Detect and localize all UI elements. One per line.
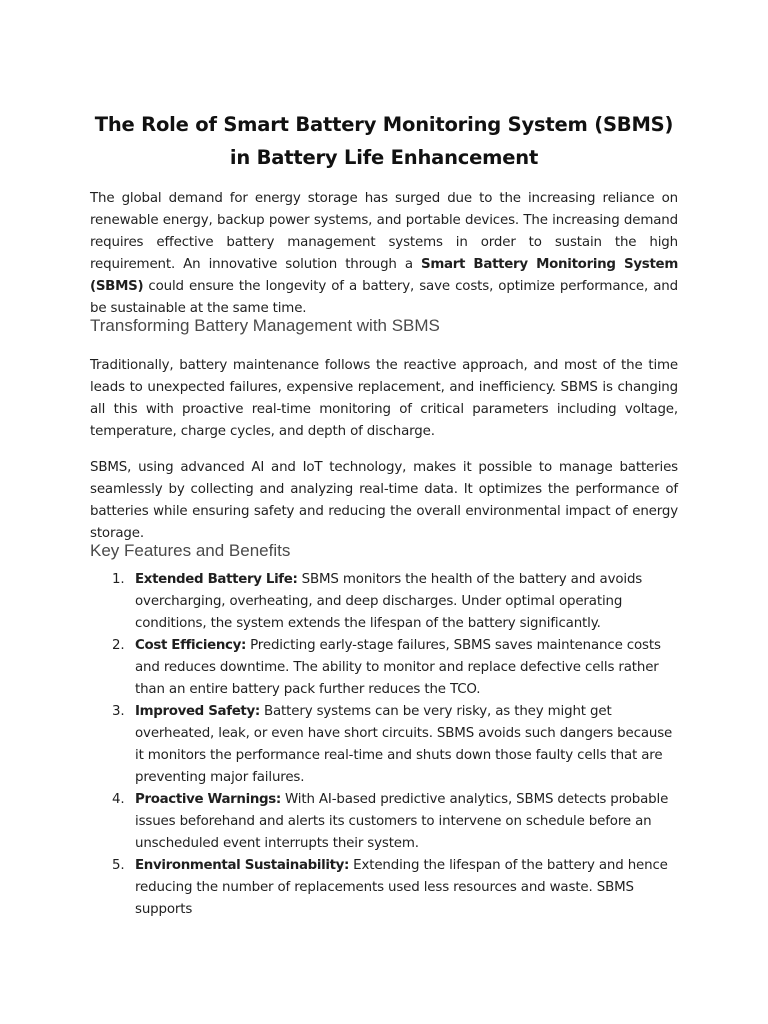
feature-label: Extended Battery Life: (135, 572, 298, 587)
section-heading-key-features: Key Features and Benefits (90, 541, 291, 560)
feature-label: Cost Efficiency: (135, 638, 247, 653)
feature-number: 2. (112, 638, 125, 653)
intro-text-after: could ensure the longevity of a battery, save costs, optimize performance, and be sustainable at the same time. (90, 279, 678, 316)
feature-text: With AI-based predictive analytics, SBMS detects probable issues beforehand and alerts its customers to intervene on schedule before an unscheduled event interrupts their system. (135, 792, 669, 851)
section1-paragraph-1: Traditionally, battery maintenance follows the reactive approach, and most of the time leads to unexpected failures, expensive replacement, and inefficiency. SBMS is changing all this with proactive real-time monitoring of critical parameters including voltage, temperature, charge cycles, and depth of discharge. (90, 358, 678, 439)
feature-text: Predicting early-stage failures, SBMS saves maintenance costs and reduces downtime. The ability to monitor and replace defective cells rather than an entire battery pack further reduces the TCO. (135, 638, 661, 697)
feature-text: SBMS monitors the health of the battery and avoids overcharging, overheating, and deep discharges. Under optimal operating conditions, the system extends the lifespan of the battery significantly. (135, 572, 643, 631)
feature-number: 4. (112, 792, 125, 807)
document-title: The Role of Smart Battery Monitoring System (SBMS) in Battery Life Enhancement (94, 113, 674, 169)
features-list (90, 569, 678, 921)
section-heading-transforming: Transforming Battery Management with SBMS (90, 316, 440, 335)
intro-text-before: The global demand for energy storage has surged due to the increasing reliance on renewable energy, backup power systems, and portable devices. The increasing demand requires effective battery management systems in order to sustain the high requirement. An innovative solution through a (90, 191, 678, 272)
feature-item (90, 635, 678, 701)
feature-label: Improved Safety: (135, 704, 260, 719)
feature-label: Proactive Warnings: (135, 792, 281, 807)
feature-item (90, 855, 678, 921)
feature-item (90, 569, 678, 635)
feature-number: 5. (112, 858, 125, 873)
feature-text: Extending the lifespan of the battery and hence reducing the number of replacements used less resources and waste. SBMS supports (135, 858, 668, 917)
intro-bold-term: Smart Battery Monitoring System (SBMS) (90, 257, 678, 294)
section1-paragraph-2: SBMS, using advanced AI and IoT technology, makes it possible to manage batteries seamlessly by collecting and analyzing real-time data. It optimizes the performance of batteries while ensuring safety and reducing the overall environmental impact of energy storage. (90, 460, 678, 541)
feature-item (90, 701, 678, 789)
feature-item (90, 789, 678, 855)
feature-number: 3. (112, 704, 125, 719)
feature-number: 1. (112, 572, 125, 587)
feature-text: Battery systems can be very risky, as they might get overheated, leak, or even have short circuits. SBMS avoids such dangers because it monitors the performance real-time and shuts down those faulty cells that are preventing major failures. (135, 704, 673, 785)
feature-label: Environmental Sustainability: (135, 858, 350, 873)
intro-paragraph (90, 188, 678, 320)
